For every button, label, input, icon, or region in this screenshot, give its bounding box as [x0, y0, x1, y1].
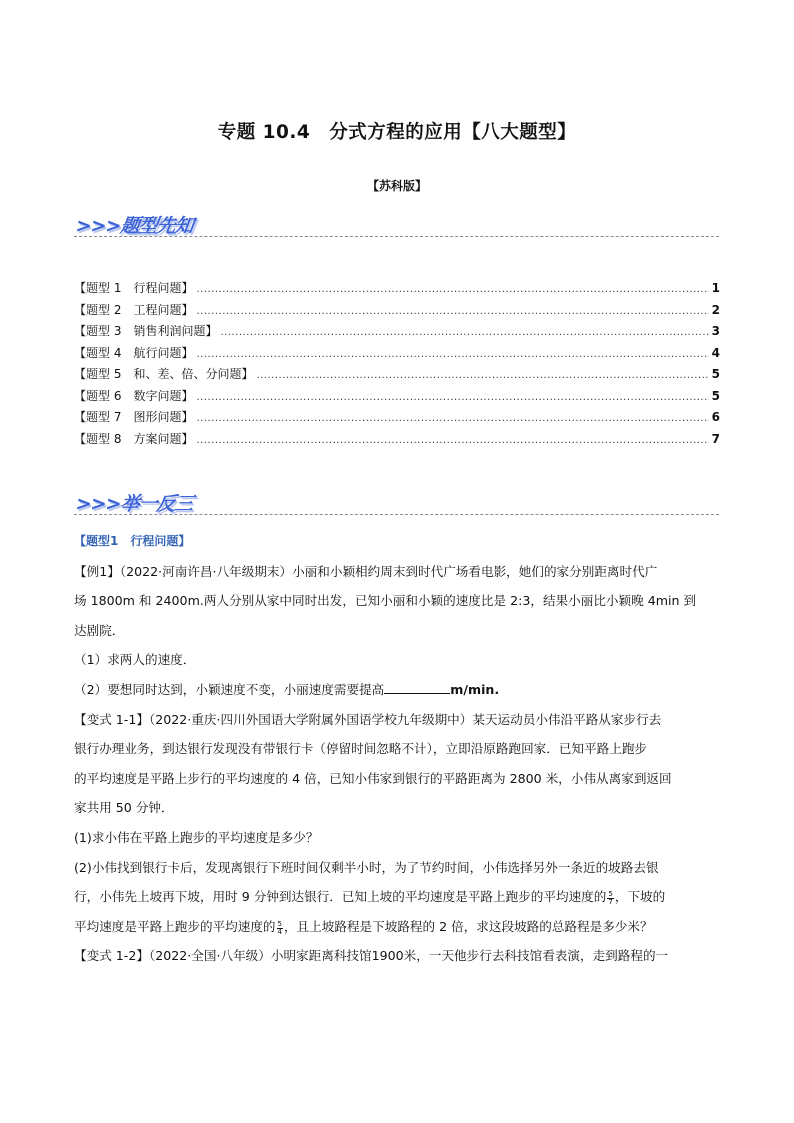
question-text: （1）求两人的速度．	[74, 652, 196, 668]
toc-leader-dots	[196, 435, 708, 446]
toc-leader-dots	[196, 284, 708, 295]
toc-item-page: 5	[711, 388, 720, 403]
category-heading: 【题型1 行程问题】	[74, 534, 191, 548]
variant-text: 银行办理业务，到达银行发现没有带银行卡（停留时间忽略不计），立即沿原路跑回家．已知平路上跑步	[74, 741, 648, 757]
toc-item-label: 【题型 6 数字问题】	[74, 388, 194, 403]
toc-item[interactable]	[74, 301, 720, 323]
section-header-label: >>>举一反三	[74, 493, 195, 515]
toc-item-page: 1	[711, 281, 720, 295]
fraction	[607, 891, 613, 906]
dashed-divider	[74, 514, 719, 515]
problem-content	[74, 527, 720, 971]
toc-item-page: 3	[711, 324, 720, 338]
question-text: (2)小伟找到银行卡后，发现离银行下班时间仅剩半小时，为了节约时间，小伟选择另外一条近的坡路去银	[74, 859, 659, 875]
section-header-overview	[74, 209, 719, 239]
fraction	[277, 921, 283, 936]
answer-blank	[384, 681, 450, 694]
example-text: 【例1】（2022·河南许昌·八年级期末）小丽和小颖相约周末到时代广场看电影，她们的家分别距离时代广	[74, 563, 658, 579]
section-header-label: >>>题型先知	[74, 215, 195, 237]
toc-item-label: 【题型 8 方案问题】	[74, 431, 194, 446]
toc-item[interactable]	[74, 344, 720, 366]
variant-text: 家共用 50 分钟．	[74, 800, 174, 816]
toc-item-page: 7	[711, 431, 720, 446]
toc-leader-dots	[196, 392, 708, 403]
toc-item-page: 4	[711, 345, 720, 360]
toc-item-label: 【题型 7 图形问题】	[74, 410, 194, 424]
question-text	[74, 912, 720, 942]
table-of-contents	[74, 279, 720, 451]
toc-item[interactable]	[74, 279, 720, 301]
toc-item-label: 【题型 2 工程问题】	[74, 302, 194, 317]
variant-text: 【变式 1-2】（2022·全国·八年级）小明家距离科技馆1900米，一天他步行去科技馆看表演，走到路程的一	[74, 948, 669, 964]
toc-item-label: 【题型 4 航行问题】	[74, 345, 194, 360]
toc-item-page: 6	[711, 410, 720, 424]
toc-item-label: 【题型 5 和、差、倍、分问题】	[74, 367, 254, 381]
toc-leader-dots	[196, 306, 708, 317]
question-text: (1)求小伟在平路上跑步的平均速度是多少？	[74, 829, 319, 845]
document-subtitle: 【苏科版】	[366, 179, 427, 193]
toc-item-label: 【题型 3 销售利润问题】	[74, 324, 218, 338]
dashed-divider	[74, 236, 719, 237]
fraction-numerator: 5	[277, 919, 282, 928]
fraction-denominator: 4	[277, 927, 282, 936]
variant-text: 【变式 1-1】（2022·重庆·四川外国语大学附属外国语学校九年级期中）某天运动员小伟沿平路从家步行去	[74, 711, 662, 727]
question-segment: ，且上坡路程是下坡路程的 2 倍，求这段坡路的总路程是多少米？	[283, 918, 653, 934]
toc-leader-dots	[220, 327, 708, 338]
question-text	[74, 882, 720, 912]
toc-item[interactable]	[74, 387, 720, 409]
toc-item-page: 2	[711, 302, 720, 317]
question-segment: 平均速度是平路上跑步的平均速度的	[74, 918, 276, 934]
example-text: 达剧院．	[74, 622, 125, 638]
fraction-denominator: 7	[608, 898, 613, 907]
toc-item-label: 【题型 1 行程问题】	[74, 281, 194, 295]
question-unit: m/min.	[450, 681, 500, 697]
toc-item-page: 5	[711, 367, 720, 381]
toc-leader-dots	[196, 413, 708, 424]
toc-item[interactable]	[74, 365, 720, 387]
question-prefix: （2）要想同时达到，小颖速度不变，小丽速度需要提高	[74, 681, 385, 697]
document-title: 专题 10.4 分式方程的应用【八大题型】	[217, 122, 577, 143]
toc-item[interactable]	[74, 408, 720, 430]
variant-text: 的平均速度是平路上步行的平均速度的 4 倍，已知小伟家到银行的平路距离为 2800 米，小伟从离家到返回	[74, 770, 672, 786]
toc-leader-dots	[196, 349, 708, 360]
question-text	[74, 675, 720, 705]
question-segment: ，下坡的	[614, 889, 666, 905]
toc-item[interactable]	[74, 322, 720, 344]
question-segment: 行，小伟先上坡再下坡，用时 9 分钟到达银行．已知上坡的平均速度是平路上跑步的平均速度的	[74, 889, 607, 905]
example-text: 场 1800m 和 2400m.两人分别从家中同时出发，已知小丽和小颖的速度比是 2:3，结果小丽比小颖晚 4min 到	[74, 593, 697, 609]
section-header-examples	[74, 487, 719, 517]
toc-leader-dots	[256, 370, 708, 381]
toc-item[interactable]	[74, 430, 720, 452]
fraction-numerator: 5	[608, 890, 613, 899]
